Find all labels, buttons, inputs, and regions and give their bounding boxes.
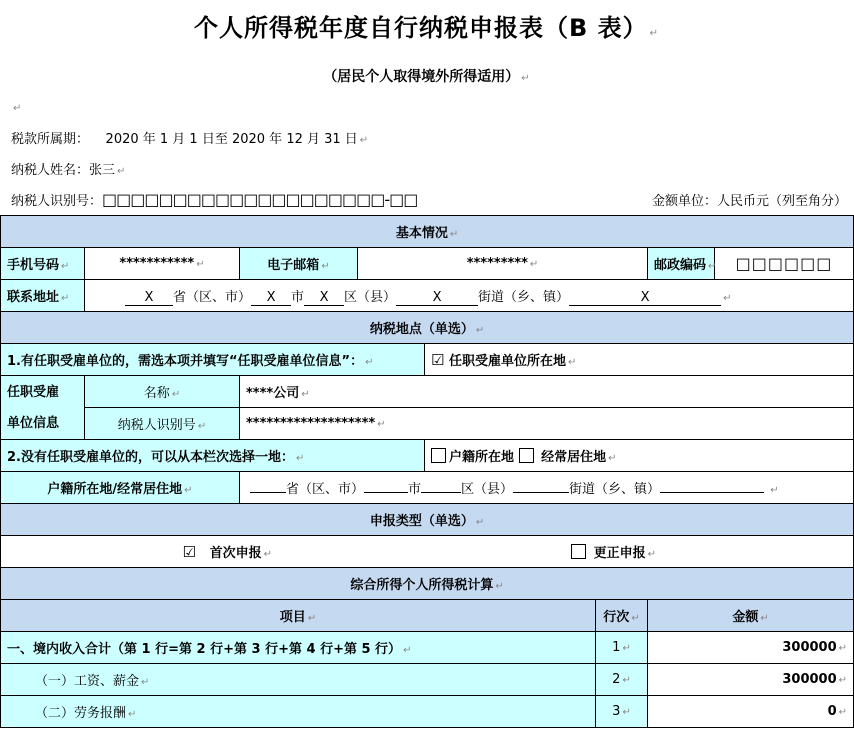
col-item-header: 项目 ↵	[1, 600, 596, 632]
col-row-header: 行次 ↵	[596, 600, 648, 632]
correction-checkbox[interactable]	[571, 544, 586, 559]
taxpayer-name: 纳税人姓名：张三 ↵	[11, 163, 126, 178]
id-label: 纳税人识别号：	[11, 194, 103, 209]
form-title: 个人所得税年度自行纳税申报表（B 表） ↵	[193, 14, 660, 42]
row-amount[interactable]: 300000 ↵	[648, 664, 854, 696]
declaration-table	[0, 215, 854, 728]
first-filing-checkbox[interactable]: ☑	[182, 543, 196, 561]
table-row	[1, 696, 854, 728]
name-label: 纳税人姓名：	[11, 163, 90, 178]
email-field[interactable]: ********* ↵	[358, 248, 648, 280]
form-subtitle: （居民个人取得境外所得适用） ↵	[323, 69, 530, 85]
household-checkbox[interactable]	[431, 448, 446, 463]
residence-options: 户籍所在地 经常居住地 ↵	[425, 440, 854, 472]
name-value[interactable]: 张三	[89, 163, 116, 178]
postcode-label: 邮政编码 ↵	[648, 248, 715, 280]
row-number: 2 ↵	[596, 664, 648, 696]
phone-label: 手机号码 ↵	[1, 248, 85, 280]
table-row	[1, 632, 854, 664]
email-label: 电子邮箱 ↵	[240, 248, 358, 280]
col-amount-header: 金额 ↵	[648, 600, 854, 632]
first-filing-option[interactable]: 首次申报	[209, 546, 262, 561]
employer-place-option[interactable]: ☑ 任职受雇单位所在地 ↵	[425, 344, 854, 376]
basic-info-header: 基本情况 ↵	[1, 216, 854, 248]
filing-type-options: ☑ 首次申报 ↵ 更正申报 ↵	[1, 536, 854, 568]
residence-address-field[interactable]: 省（区、市） 市 区（县） 街道（乡、镇） ↵	[240, 472, 854, 504]
row-item: 一、境内收入合计（第 1 行=第 2 行+第 3 行+第 4 行+第 5 行） ↵	[1, 632, 596, 664]
postcode-field[interactable]: □□□□□□	[715, 248, 854, 280]
phone-field[interactable]: *********** ↵	[85, 248, 240, 280]
residence-label: 户籍所在地/经常居住地 ↵	[1, 472, 240, 504]
no-employer-question: 2.没有任职受雇单位的，可以从本栏次选择一地： ↵	[1, 440, 425, 472]
row-number: 1 ↵	[596, 632, 648, 664]
employer-id-field[interactable]: ******************* ↵	[240, 408, 854, 440]
address-label: 联系地址 ↵	[1, 280, 85, 312]
calc-header: 综合所得个人所得税计算 ↵	[1, 568, 854, 600]
row-amount[interactable]: 300000 ↵	[648, 632, 854, 664]
employer-question: 1.有任职受雇单位的，需选本项并填写“任职受雇单位信息”： ↵	[1, 344, 425, 376]
id-value[interactable]: □□□□□□□□□□□□□□□□□□□□-□□	[102, 190, 418, 209]
row-item: （一）工资、薪金 ↵	[1, 664, 596, 696]
employer-name-label: 名称 ↵	[85, 376, 240, 408]
correction-option[interactable]: 更正申报	[593, 546, 646, 561]
row-item: （二）劳务报酬 ↵	[1, 696, 596, 728]
row-number: 3 ↵	[596, 696, 648, 728]
employer-info-label: 任职受雇 单位信息	[1, 376, 85, 440]
address-field[interactable]: X 省（区、市） X 市 X 区（县） X 街道（乡、镇） X ↵	[85, 280, 854, 312]
employer-id-label: 纳税人识别号 ↵	[85, 408, 240, 440]
period-value[interactable]: 2020 年 1 月 1 日至 2020 年 12 月 31 日	[105, 132, 358, 147]
period-label: 税款所属期：	[11, 132, 90, 147]
employer-name-field[interactable]: ****公司 ↵	[240, 376, 854, 408]
employer-place-checkbox[interactable]: ☑	[431, 351, 445, 369]
currency-unit: 金额单位：人民币元（列至角分）	[651, 194, 847, 209]
tax-place-header: 纳税地点（单选） ↵	[1, 312, 854, 344]
table-row	[1, 664, 854, 696]
taxpayer-id	[11, 190, 417, 209]
residence-checkbox[interactable]	[519, 448, 534, 463]
empty-line: ↵	[13, 103, 22, 114]
filing-type-header: 申报类型（单选） ↵	[1, 504, 854, 536]
tax-period: 税款所属期： 2020 年 1 月 1 日至 2020 年 12 月 31 日 ↵	[11, 132, 369, 147]
row-amount[interactable]: 0 ↵	[648, 696, 854, 728]
